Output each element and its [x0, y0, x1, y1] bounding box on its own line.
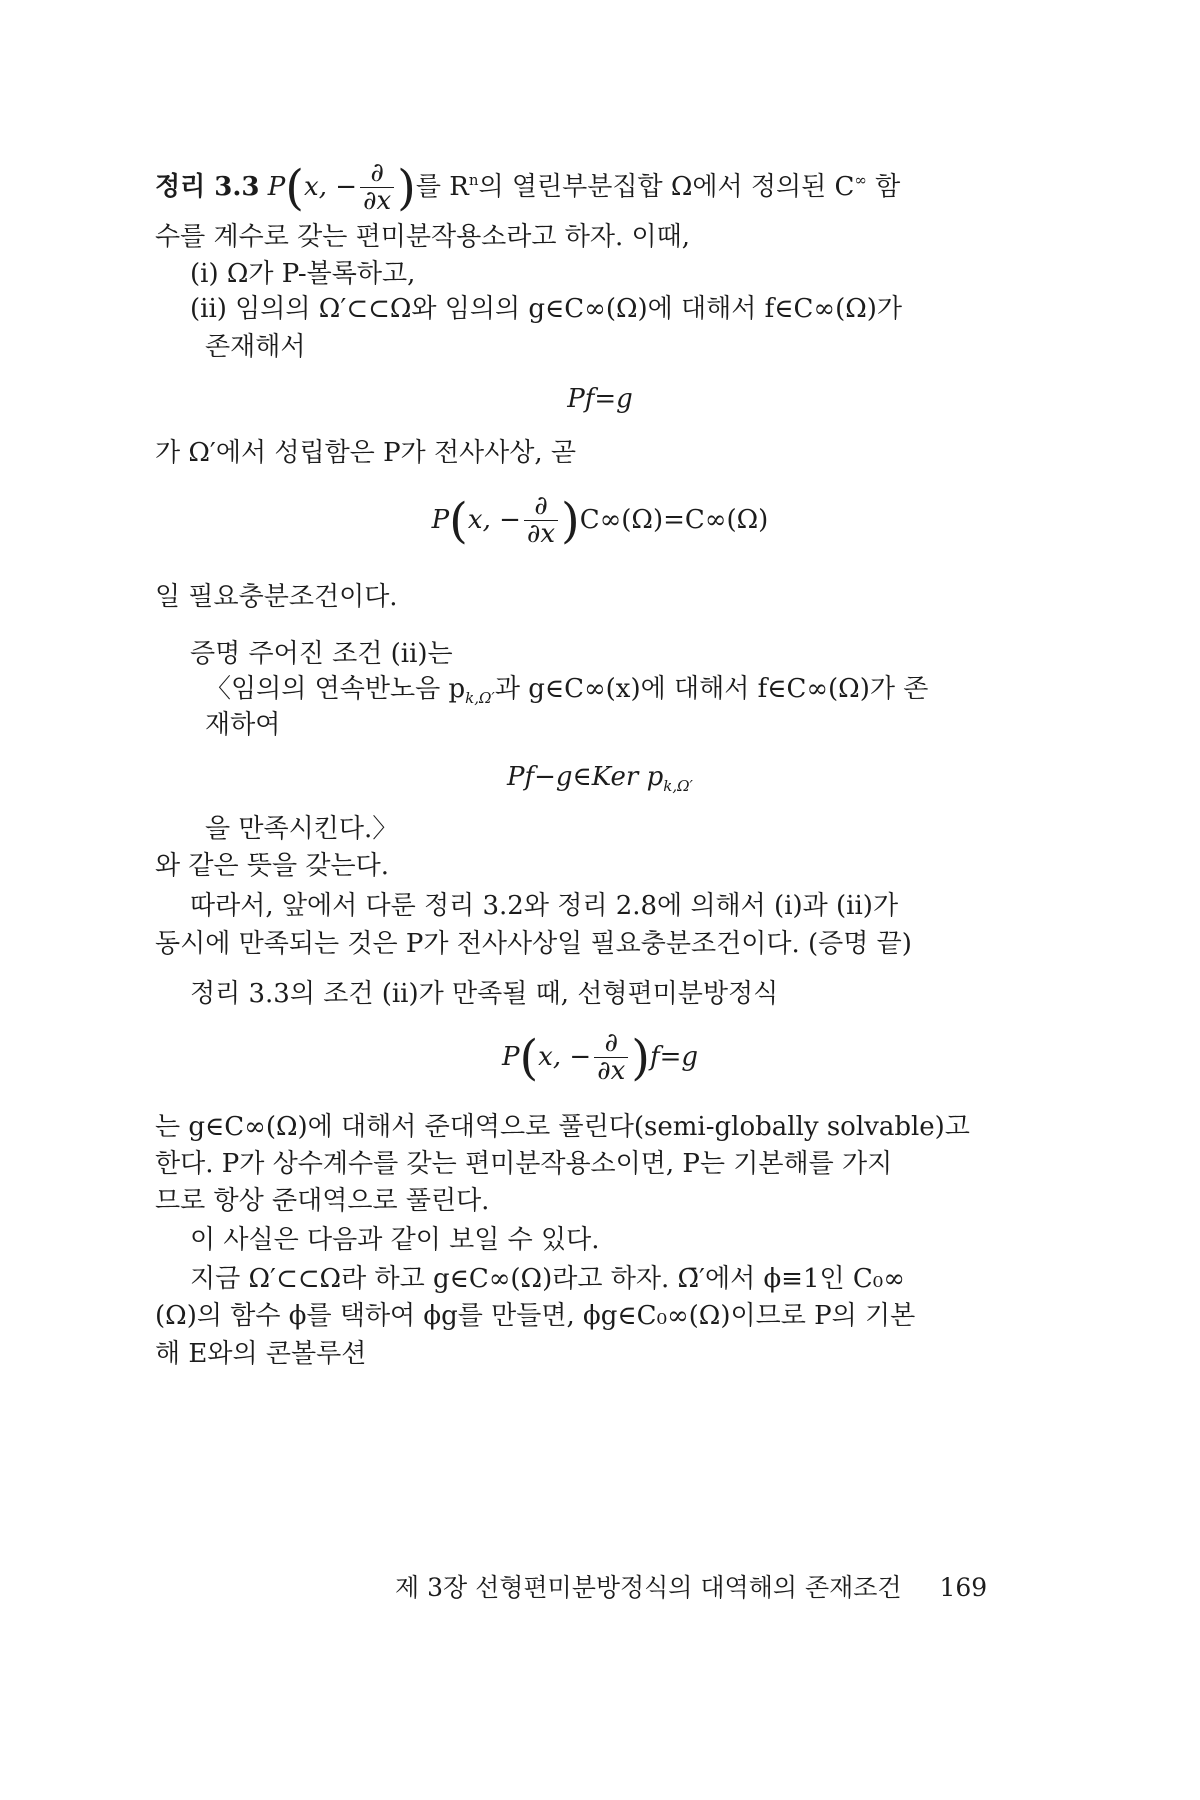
- partial-fraction-3: $\frac{\partial}{\partial x}$: [594, 1030, 628, 1086]
- condition-ii-cont: 존재해서: [205, 332, 306, 362]
- theorem-conclusion: 일 필요충분조건이다.: [155, 582, 398, 612]
- theorem-line-1: 정리 3.3 P(x, − $\frac{\partial}{\partial x}$ )를 $R^n$의 열린부분집합 Ω에서 정의된 C∞ 함: [155, 158, 901, 217]
- proof-line-2: 〈임의의 연속반노음 $p_{k,\Omega'}$과 g∈C∞(x)에 대해서 f∈C∞(Ω)가 존: [205, 674, 929, 708]
- body-line-4: 므로 항상 준대역으로 풀린다.: [155, 1186, 490, 1216]
- theorem-after: 가 Ω′에서 성립함은 P가 전사사상, 곧: [155, 438, 577, 468]
- equation-surjective: P(x, − $\frac{\partial}{\partial x}$ )C∞(Ω)=C∞(Ω): [431, 491, 769, 550]
- body-line-3: 한다. P가 상수계수를 갖는 편미분작용소이면, P는 기본해를 가지: [155, 1149, 893, 1179]
- page-number: 169: [939, 1573, 988, 1602]
- body-line-6: 지금 Ω′⊂⊂Ω라 하고 g∈C∞(Ω)라고 하자. Ω̄′에서 ϕ≡1인 C₀∞: [190, 1264, 905, 1294]
- proof-line-1: 증명 주어진 조건 (ii)는: [190, 639, 453, 669]
- theorem-label: 정리 3.3: [155, 171, 260, 202]
- proof-line-3: 재하여: [205, 710, 281, 740]
- theorem-line-2: 수를 계수로 갖는 편미분작용소라고 하자. 이때,: [155, 222, 691, 252]
- body-line-5: 이 사실은 다음과 같이 보일 수 있다.: [190, 1225, 600, 1255]
- body-paragraph-1: 정리 3.3의 조건 (ii)가 만족될 때, 선형편미분방정식: [190, 979, 779, 1009]
- page-footer: [395, 1568, 987, 1604]
- condition-ii: (ii) 임의의 Ω′⊂⊂Ω와 임의의 g∈C∞(Ω)에 대해서 f∈C∞(Ω)가: [190, 294, 903, 324]
- partial-fraction-2: $\frac{\partial}{\partial x}$: [524, 493, 558, 549]
- proof-line-7: 동시에 만족되는 것은 P가 전사사상일 필요충분조건이다. (증명 끝): [155, 929, 912, 959]
- chapter-title: 제 3장 선형편미분방정식의 대역해의 존재조건: [395, 1573, 902, 1602]
- equation-pf-g: Pf=g: [567, 384, 633, 414]
- body-line-7: (Ω)의 함수 ϕ를 택하여 ϕg를 만들면, ϕg∈C₀∞(Ω)이므로 P의 기본: [155, 1301, 916, 1331]
- condition-i: (i) Ω가 P-볼록하고,: [190, 259, 416, 289]
- body-line-2: 는 g∈C∞(Ω)에 대해서 준대역으로 풀린다(semi-globally solvable)고: [155, 1112, 970, 1142]
- body-line-8: 해 E와의 콘볼루션: [155, 1339, 367, 1369]
- proof-line-6: 따라서, 앞에서 다룬 정리 3.2와 정리 2.8에 의해서 (i)과 (ii)가: [190, 891, 899, 921]
- proof-line-4: 을 만족시킨다.〉: [205, 814, 399, 844]
- equation-pde: P(x, − $\frac{\partial}{\partial x}$ )f=g: [501, 1028, 699, 1087]
- equation-ker: Pf−g∈Ker $p_{k,\Omega'}$: [507, 762, 693, 796]
- proof-line-5: 와 같은 뜻을 갖는다.: [155, 851, 389, 881]
- partial-fraction: $\frac{\partial}{\partial x}$: [360, 160, 394, 216]
